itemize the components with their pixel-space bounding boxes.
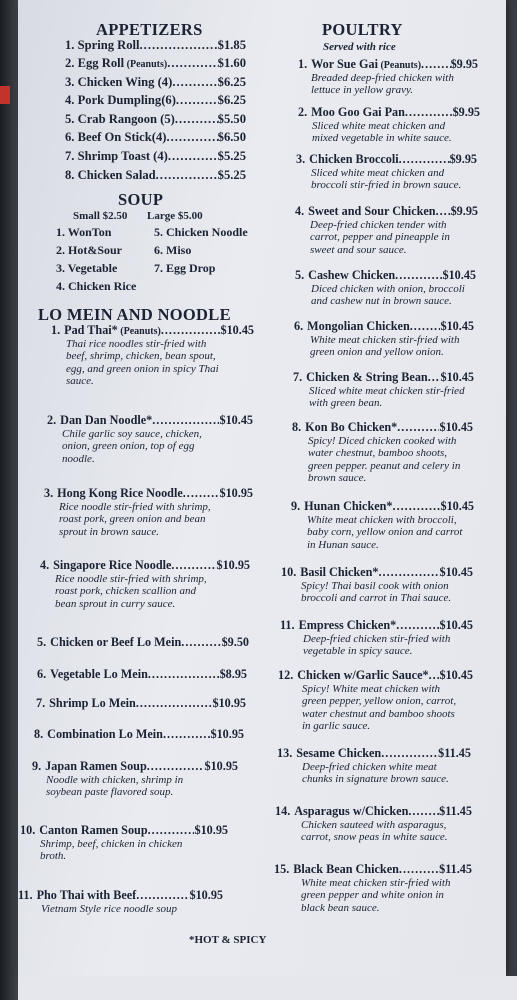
poultry-item-heading: [296, 152, 477, 167]
description-line: Rice noodle stir-fried with shrimp,: [59, 501, 211, 513]
description-line: baby corn, yellow onion and carrot: [307, 526, 463, 539]
item-name: Combination Lo Mein: [47, 727, 163, 741]
description-line: chunks in signature brown sauce.: [302, 773, 449, 786]
description-line: Vietnam Style rice noodle soup: [41, 903, 178, 915]
item-number: 4.: [295, 204, 305, 218]
lomein-item-heading: [36, 696, 246, 711]
poultry-item: [298, 57, 478, 97]
red-corner-mark: [0, 86, 10, 104]
item-name: Pad Thai* (Peanuts): [64, 323, 161, 337]
appetizer-price: $5.50: [217, 112, 246, 126]
item-name: Sesame Chicken: [296, 746, 382, 760]
soup-item: 7. Egg Drop: [154, 261, 216, 275]
soup-item: 3. Vegetable: [56, 261, 118, 275]
description-line: sweet and sour sauce.: [310, 243, 407, 256]
item-price: $10.45: [440, 370, 474, 384]
dot-leader: [167, 56, 217, 71]
lomein-item-heading: [51, 323, 254, 338]
dot-leader: [148, 667, 220, 682]
item-name: Wor Sue Gai (Peanuts): [311, 57, 422, 71]
dot-leader: [436, 204, 451, 219]
item-number: 7.: [293, 370, 303, 384]
appetizer-name: 5. Crab Rangoon (5): [65, 112, 175, 126]
item-price: $10.95: [189, 888, 223, 902]
appetizer-price: $5.25: [217, 168, 246, 182]
appetizer-item: [65, 130, 246, 145]
description-line: Deep-fried chicken tender with: [310, 219, 447, 231]
item-description: [302, 761, 471, 786]
item-name: Basil Chicken*: [300, 565, 379, 579]
appetizer-name: 4. Pork Dumpling(6): [65, 93, 176, 107]
item-price: $8.95: [219, 667, 247, 681]
poultry-item-heading: [295, 268, 476, 283]
item-number: 14.: [275, 804, 291, 818]
poultry-item: [281, 565, 473, 605]
description-line: green onion and yellow onion.: [310, 346, 444, 359]
dot-leader: [429, 668, 440, 683]
poultry-item-heading: [275, 804, 472, 819]
item-number: 7.: [36, 696, 46, 710]
item-description: [311, 283, 476, 308]
dot-leader: [175, 112, 218, 127]
lomein-item: [47, 413, 253, 465]
description-line: sprout in brown sauce.: [59, 525, 160, 538]
appetizer-price: $5.25: [217, 149, 246, 163]
item-description: [55, 573, 250, 610]
item-number: 5.: [295, 268, 305, 282]
item-price: $10.95: [216, 558, 250, 572]
lomein-item-heading: [44, 486, 253, 501]
dot-leader: [183, 486, 220, 501]
item-name: Chicken & String Bean: [306, 370, 428, 384]
poultry-item-heading: [292, 420, 473, 435]
dot-leader: [405, 105, 453, 120]
item-price: $9.50: [221, 635, 249, 649]
description-line: Sliced white meat chicken stir-fried: [309, 385, 465, 397]
appetizer-name: 2. Egg Roll (Peanuts): [65, 56, 168, 70]
item-description: [66, 338, 254, 388]
item-number: 8.: [34, 727, 44, 741]
dot-leader: [136, 696, 213, 711]
soup-item: 6. Miso: [154, 243, 192, 257]
item-name: Singapore Rice Noodle: [53, 558, 172, 572]
item-description: [302, 683, 473, 733]
poultry-item: [274, 862, 472, 914]
description-line: Deep-fried chicken stir-fried with: [303, 633, 451, 645]
item-number: 6.: [37, 667, 47, 681]
description-line: Spicy! White meat chicken with: [302, 683, 441, 695]
item-description: [310, 219, 478, 256]
item-number: 15.: [274, 862, 290, 876]
item-number: 10.: [20, 823, 36, 837]
appetizer-name: 6. Beef On Stick(4): [65, 130, 167, 144]
item-price: $10.45: [440, 499, 474, 513]
item-name: Japan Ramen Soup: [45, 759, 147, 773]
lomein-item: [51, 323, 254, 388]
poultry-item: [277, 746, 471, 786]
appetizer-note: (Peanuts): [124, 59, 168, 70]
lomein-item-heading: [18, 888, 223, 903]
lomein-item: [20, 823, 228, 863]
item-price: $9.95: [449, 152, 477, 166]
item-name: Chicken or Beef Lo Mein: [50, 635, 182, 649]
item-price: $10.95: [212, 696, 246, 710]
dot-leader: [161, 323, 221, 338]
item-number: 8.: [292, 420, 302, 434]
poultry-item-heading: [298, 57, 478, 72]
background-edge-right: [505, 0, 517, 1000]
description-line: green pepper and white onion in: [301, 889, 444, 902]
item-name: Hunan Chicken*: [304, 499, 393, 513]
item-number: 11.: [280, 618, 295, 632]
dot-leader: [399, 862, 439, 877]
description-line: Diced chicken with onion, broccoli: [311, 283, 465, 295]
item-price: $11.45: [439, 862, 472, 876]
dot-leader: [181, 635, 221, 650]
item-description: [309, 385, 474, 410]
lomein-item-heading: [37, 667, 247, 682]
item-number: 11.: [18, 888, 33, 902]
description-line: noodle.: [62, 452, 95, 465]
description-line: Spicy! Thai basil cook with onion: [301, 580, 449, 592]
soup-item: 1. WonTon: [56, 225, 112, 239]
dot-leader: [397, 420, 439, 435]
description-line: White meat chicken stir-fried with: [310, 334, 460, 346]
lomein-item: [18, 888, 223, 915]
item-description: [311, 72, 478, 97]
lomein-item: [37, 635, 249, 650]
description-line: Thai rice noodles stir-fried with: [66, 338, 207, 350]
item-number: 1.: [298, 57, 308, 71]
description-line: black bean sauce.: [301, 901, 380, 914]
description-line: Sliced white meat chicken and: [312, 120, 446, 132]
item-description: [303, 633, 473, 658]
poultry-item-heading: [278, 668, 473, 683]
soup-item: 2. Hot&Sour: [56, 243, 122, 257]
dot-leader: [152, 413, 219, 428]
appetizer-price: $6.25: [217, 75, 246, 89]
dot-leader: [381, 746, 438, 761]
item-number: 2.: [47, 413, 57, 427]
item-description: [40, 838, 228, 863]
dot-leader: [168, 149, 218, 164]
left-column: [18, 0, 270, 976]
item-price: $10.45: [439, 668, 473, 682]
item-number: 10.: [281, 565, 297, 579]
item-price: $10.45: [442, 268, 476, 282]
appetizer-price: $6.50: [217, 130, 246, 144]
soup-item: 5. Chicken Noodle: [154, 225, 248, 239]
item-price: $10.45: [439, 420, 473, 434]
appetizer-name: 7. Shrimp Toast (4): [65, 149, 168, 163]
item-description: [46, 774, 238, 799]
poultry-item: [294, 319, 474, 359]
description-line: vegetable in spicy sauce.: [303, 645, 413, 658]
poultry-item-heading: [274, 862, 472, 877]
item-price: $9.95: [452, 105, 480, 119]
soup-small-price: Small $2.50: [73, 210, 128, 222]
item-description: [62, 428, 253, 465]
item-description: [312, 120, 480, 145]
description-line: Chile garlic soy sauce, chicken,: [62, 428, 202, 440]
dot-leader: [399, 152, 450, 167]
item-number: 12.: [278, 668, 294, 682]
item-name: Shrimp Lo Mein: [49, 696, 136, 710]
dot-leader: [140, 38, 218, 53]
dot-leader: [148, 823, 195, 838]
description-line: onion, green onion, top of egg: [62, 440, 195, 453]
item-name: Pho Thai with Beef: [36, 888, 137, 902]
soup-item: 4. Chicken Rice: [56, 279, 137, 293]
right-column: [270, 0, 506, 976]
item-number: 3.: [44, 486, 54, 500]
description-line: lettuce in yellow gravy.: [311, 84, 414, 97]
appetizer-name: 3. Chicken Wing (4): [65, 75, 173, 89]
appetizer-item: [65, 149, 246, 164]
dot-leader: [393, 499, 441, 514]
poultry-item-heading: [281, 565, 473, 580]
item-name: Canton Ramen Soup: [39, 823, 148, 837]
poultry-item-heading: [294, 319, 474, 334]
item-price: $10.45: [219, 413, 253, 427]
item-note: (Peanuts): [377, 60, 422, 71]
poultry-item: [278, 668, 473, 733]
poultry-item-heading: [277, 746, 471, 761]
lomein-item-heading: [20, 823, 228, 838]
soup-large-price: Large $5.00: [147, 210, 203, 222]
lomein-item: [40, 558, 250, 610]
dot-leader: [166, 130, 217, 145]
lomein-item-heading: [37, 635, 249, 650]
dot-leader: [176, 93, 218, 108]
description-line: Shrimp, beef, chicken in chicken: [40, 838, 183, 850]
poultry-item: [298, 105, 480, 145]
appetizer-item: [65, 168, 246, 183]
item-name: Kon Bo Chicken*: [305, 420, 398, 434]
dot-leader: [171, 558, 216, 573]
description-line: brown sauce.: [308, 472, 367, 485]
description-line: in garlic sauce.: [302, 720, 371, 733]
menu-page: [18, 0, 506, 976]
description-line: roast pork, green onion and bean: [59, 513, 206, 526]
lomein-title: LO MEIN AND NOODLE: [38, 305, 231, 324]
description-line: egg, and green onion in spicy Thai: [66, 362, 219, 375]
lomein-item: [37, 667, 247, 682]
item-price: $10.45: [440, 319, 474, 333]
description-line: White meat chicken stir-fried with: [301, 877, 451, 889]
item-number: 3.: [296, 152, 306, 166]
item-name: Cashew Chicken: [308, 268, 396, 282]
dot-leader: [421, 57, 451, 72]
appetizer-item: [65, 38, 246, 53]
item-note: (Peanuts): [117, 326, 161, 337]
item-number: 13.: [277, 746, 293, 760]
item-price: $11.45: [438, 746, 471, 760]
description-line: Deep-fried chicken white meat: [302, 761, 437, 773]
description-line: beef, shrimp, chicken, bean spout,: [66, 350, 216, 363]
item-description: [59, 501, 253, 538]
item-name: Asparagus w/Chicken: [294, 804, 409, 818]
hot-spicy-footnote: *HOT & SPICY: [189, 934, 267, 946]
bottom-strip: [18, 976, 517, 1000]
item-price: $10.45: [439, 565, 473, 579]
item-number: 5.: [37, 635, 47, 649]
poultry-item: [295, 268, 476, 308]
dot-leader: [428, 370, 441, 385]
description-line: broccoli and carrot in Thai sauce.: [301, 592, 452, 605]
item-number: 9.: [291, 499, 301, 513]
dot-leader: [156, 168, 218, 183]
description-line: carrot, pepper and pineapple in: [310, 231, 450, 244]
description-line: sauce.: [66, 375, 94, 388]
description-line: broccoli stir-fried in brown sauce.: [311, 179, 462, 192]
poultry-item: [291, 499, 474, 551]
lomein-item-heading: [47, 413, 253, 428]
item-number: 9.: [32, 759, 42, 773]
item-name: Chicken Broccoli: [309, 152, 399, 166]
description-line: Breaded deep-fried chicken with: [311, 72, 454, 84]
appetizer-price: $6.25: [217, 93, 246, 107]
lomein-item-heading: [32, 759, 238, 774]
item-description: [310, 334, 474, 359]
lomein-item: [44, 486, 253, 538]
item-price: $10.95: [204, 759, 238, 773]
item-description: [301, 877, 472, 914]
item-price: $10.95: [210, 727, 244, 741]
item-name: Sweet and Sour Chicken: [308, 204, 436, 218]
item-name: Hong Kong Rice Noodle: [57, 486, 183, 500]
item-name: Vegetable Lo Mein: [50, 667, 148, 681]
appetizer-item: [65, 56, 246, 71]
item-name: Moo Goo Gai Pan: [311, 105, 405, 119]
description-line: green pepper. peanut and celery in: [308, 459, 461, 472]
description-line: Sliced white meat chicken and: [311, 167, 445, 179]
poultry-item: [295, 204, 478, 256]
poultry-item-heading: [291, 499, 474, 514]
item-price: $10.95: [194, 823, 228, 837]
description-line: with green bean.: [309, 397, 383, 410]
dot-leader: [395, 268, 442, 283]
dot-leader: [378, 565, 439, 580]
description-line: soybean paste flavored soup.: [46, 786, 174, 799]
appetizer-name: 8. Chicken Salad: [65, 168, 156, 182]
poultry-subtitle: Served with rice: [323, 41, 396, 53]
description-line: green pepper, yellow onion, carrot,: [302, 695, 457, 708]
appetizer-item: [65, 75, 246, 90]
lomein-item: [34, 727, 244, 742]
poultry-item: [275, 804, 472, 844]
dot-leader: [172, 75, 217, 90]
dot-leader: [410, 319, 441, 334]
appetizer-item: [65, 93, 246, 108]
item-price: $10.45: [439, 618, 473, 632]
appetizer-price: $1.85: [217, 38, 246, 52]
poultry-item-heading: [293, 370, 474, 385]
lomein-item-heading: [34, 727, 244, 742]
poultry-item-heading: [280, 618, 473, 633]
item-description: [308, 435, 473, 485]
description-line: water chestnut, bamboo shoots,: [308, 447, 448, 460]
soup-title: SOUP: [118, 190, 164, 209]
dot-leader: [408, 804, 439, 819]
item-price: $10.95: [219, 486, 253, 500]
poultry-title: POULTRY: [322, 20, 403, 39]
description-line: Noodle with chicken, shrimp in: [46, 774, 184, 786]
poultry-item: [293, 370, 474, 410]
item-price: $9.95: [450, 57, 478, 71]
item-name: Chicken w/Garlic Sauce*: [297, 668, 429, 682]
item-name: Dan Dan Noodle*: [60, 413, 153, 427]
poultry-item-heading: [295, 204, 478, 219]
appetizers-title: APPETIZERS: [96, 20, 203, 39]
item-description: [301, 580, 473, 605]
item-number: 2.: [298, 105, 308, 119]
item-name: Mongolian Chicken: [307, 319, 410, 333]
dot-leader: [396, 618, 439, 633]
description-line: roast pork, chicken scallion and: [55, 585, 197, 598]
item-price: $11.45: [439, 804, 472, 818]
item-price: $10.45: [220, 323, 254, 337]
poultry-item-heading: [298, 105, 480, 120]
description-line: mixed vegetable in white sauce.: [312, 132, 452, 145]
item-description: [301, 819, 472, 844]
description-line: Spicy! Diced chicken cooked with: [308, 435, 457, 447]
item-name: Black Bean Chicken: [293, 862, 399, 876]
lomein-item: [32, 759, 238, 799]
lomein-item-heading: [40, 558, 250, 573]
description-line: White meat chicken with broccoli,: [307, 514, 457, 526]
item-number: 4.: [40, 558, 50, 572]
description-line: Rice noodle stir-fried with shrimp,: [55, 573, 207, 585]
description-line: bean sprout in curry sauce.: [55, 597, 176, 610]
item-number: 1.: [51, 323, 61, 337]
item-description: [311, 167, 477, 192]
lomein-item: [36, 696, 246, 711]
appetizer-item: [65, 112, 246, 127]
item-description: [307, 514, 474, 551]
description-line: broth.: [40, 850, 67, 863]
description-line: carrot, snow peas in white sauce.: [301, 831, 448, 844]
poultry-item: [280, 618, 473, 658]
appetizer-name: 1. Spring Roll: [65, 38, 140, 52]
item-description: [41, 903, 223, 915]
dot-leader: [163, 727, 211, 742]
dot-leader: [147, 759, 205, 774]
description-line: and cashew nut in brown sauce.: [311, 295, 452, 308]
dot-leader: [136, 888, 189, 903]
description-line: Chicken sauteed with asparagus,: [301, 819, 447, 831]
item-price: $9.95: [450, 204, 478, 218]
item-name: Empress Chicken*: [298, 618, 397, 632]
item-number: 6.: [294, 319, 304, 333]
description-line: in Hunan sauce.: [307, 538, 379, 551]
description-line: water chestnut and bamboo shoots: [302, 707, 455, 720]
poultry-item: [292, 420, 473, 485]
poultry-item: [296, 152, 477, 192]
appetizer-price: $1.60: [217, 56, 246, 70]
